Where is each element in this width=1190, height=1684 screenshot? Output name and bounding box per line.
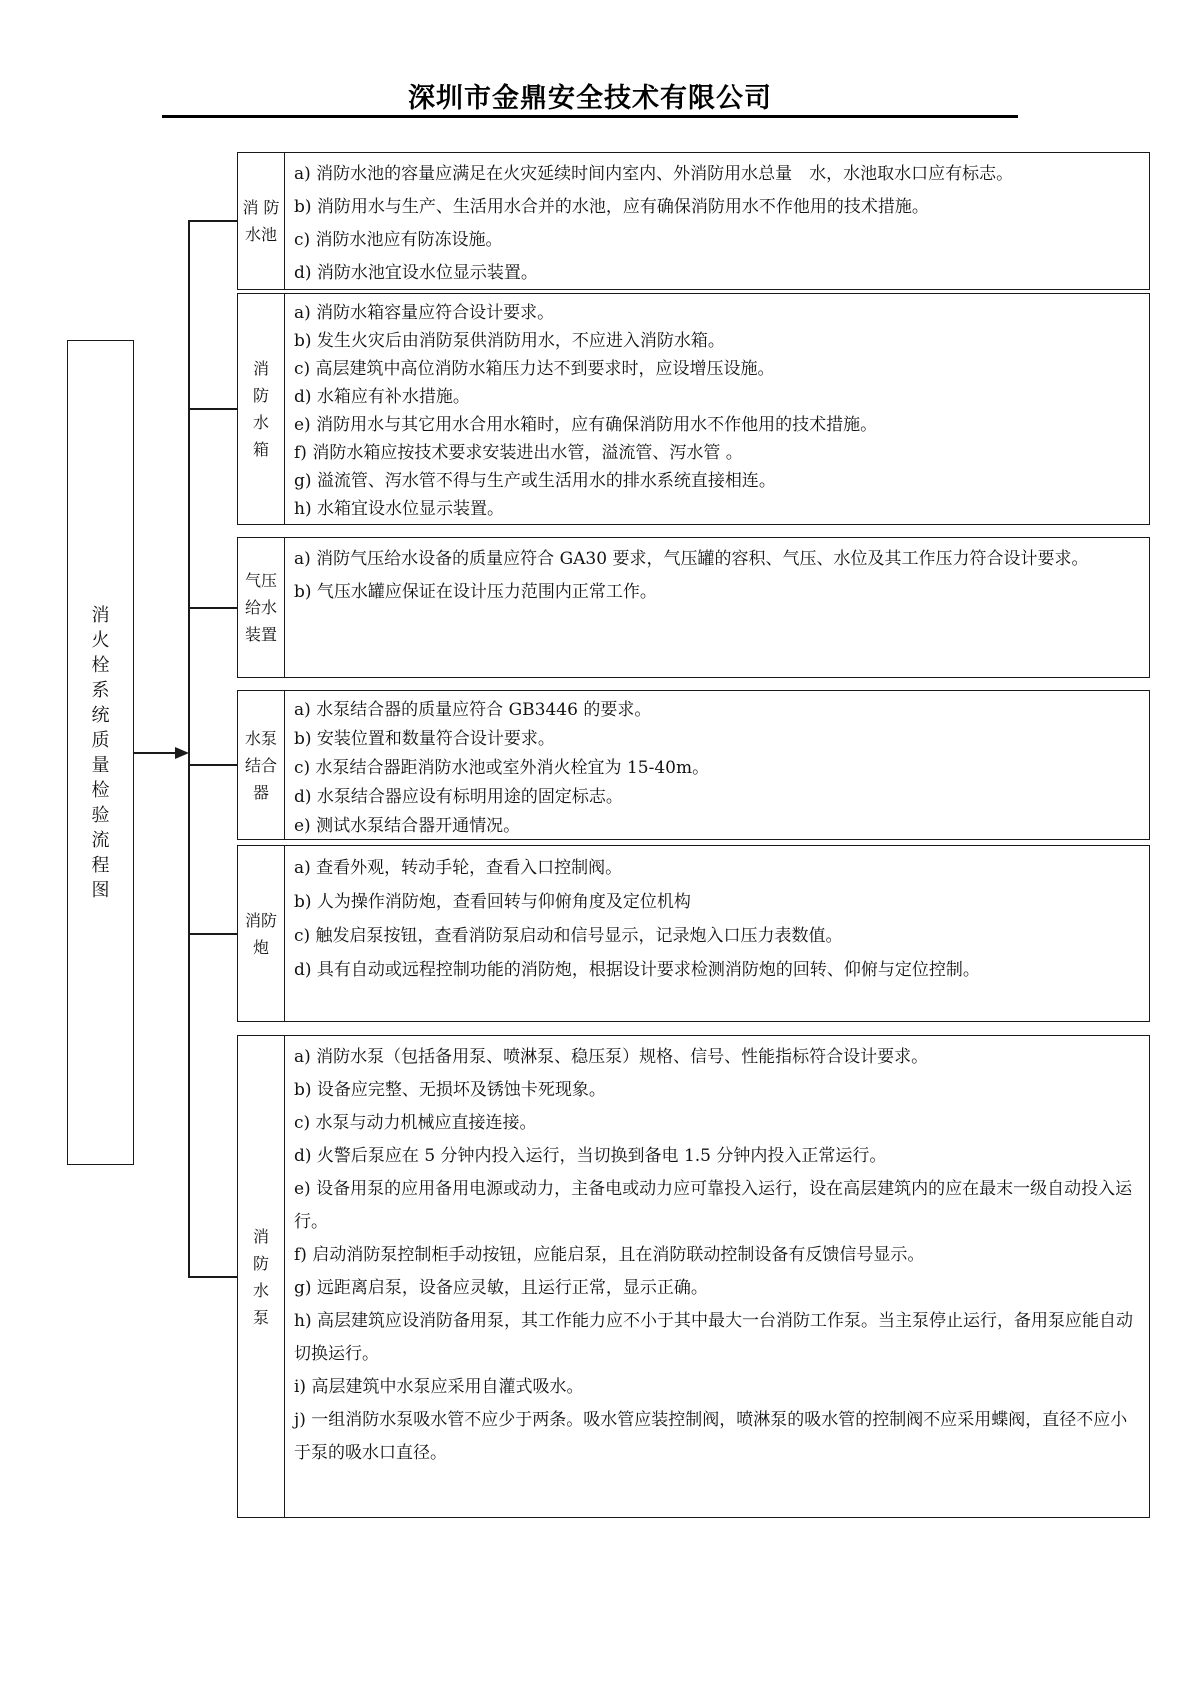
branch-line-fire-monitor: [188, 933, 237, 935]
box-label-line: 消防: [244, 910, 277, 930]
flow-root-box: [67, 340, 134, 1165]
root-label-char: 图: [91, 879, 110, 901]
checklist-item: a) 查看外观，转动手轮，查看入口控制阀。: [294, 858, 623, 878]
checklist-item: d) 具有自动或远程控制功能的消防炮，根据设计要求检测消防炮的回转、仰俯与定位控制。: [294, 960, 980, 980]
connector-trunk-line: [188, 220, 190, 1277]
checklist-item: h) 水箱宜设水位显示装置。: [294, 499, 504, 519]
box-content-fire-tank: [285, 294, 1149, 524]
checklist-item: d) 消防水池宜设水位显示装置。: [294, 263, 538, 283]
box-content-pump-coupler: [285, 691, 1149, 839]
checklist-item: f) 消防水箱应按技术要求安装进出水管，溢流管、泻水管 。: [294, 443, 743, 463]
box-label-line: 装置: [244, 625, 277, 644]
root-label-char: 火: [91, 629, 110, 651]
checklist-item: a) 水泵结合器的质量应符合 GB3446 的要求。: [294, 700, 652, 720]
checklist-item: d) 火警后泵应在 5 分钟内投入运行，当切换到备电 1.5 分钟内投入正常运行。: [294, 1146, 887, 1166]
checklist-item: b) 消防用水与生产、生活用水合并的水池，应有确保消防用水不作他用的技术措施。: [294, 197, 929, 217]
flow-box-fire-monitor: [237, 845, 1150, 1022]
checklist-item: b) 气压水罐应保证在设计压力范围内正常工作。: [294, 582, 657, 602]
box-label-line: 防: [252, 386, 269, 405]
box-label-fire-pump: [238, 1036, 285, 1517]
box-label-line: 炮: [252, 937, 269, 957]
box-label-line: 结合: [244, 755, 277, 775]
checklist-item: i) 高层建筑中水泵应采用自灌式吸水。: [294, 1377, 584, 1397]
root-label-char: 流: [91, 829, 110, 851]
root-label-char: 栓: [91, 654, 110, 676]
root-label-char: 质: [91, 729, 110, 751]
box-label-fire-tank: [238, 294, 285, 524]
company-title: 深圳市金鼎安全技术有限公司: [408, 83, 772, 114]
root-label-char: 统: [91, 704, 110, 726]
flow-box-pneumatic-water-supply: [237, 537, 1150, 678]
title-underline: [162, 115, 1018, 118]
checklist-item: b) 人为操作消防炮，查看回转与仰俯角度及定位机构: [294, 892, 691, 912]
checklist-item: e) 消防用水与其它用水合用水箱时，应有确保消防用水不作他用的技术措施。: [294, 415, 878, 435]
checklist-item: g) 溢流管、泻水管不得与生产或生活用水的排水系统直接相连。: [294, 471, 776, 491]
flow-box-fire-pump: [237, 1035, 1150, 1518]
box-label-line: 消: [252, 1226, 269, 1246]
box-content-fire-pool: [285, 153, 1149, 289]
checklist-item: a) 消防水泵（包括备用泵、喷淋泵、稳压泵）规格、信号、性能指标符合设计要求。: [294, 1047, 929, 1067]
flow-root-label: [92, 603, 110, 903]
root-label-char: 量: [91, 754, 110, 776]
box-label-pump-coupler: [238, 691, 285, 839]
root-arrow-shaft: [134, 752, 178, 754]
root-label-char: 程: [91, 854, 110, 876]
checklist-item: c) 触发启泵按钮，查看消防泵启动和信号显示，记录炮入口压力表数值。: [294, 926, 843, 946]
box-label-pneumatic-water-supply: [238, 538, 285, 677]
box-label-fire-monitor: [238, 846, 285, 1021]
checklist-item: a) 消防气压给水设备的质量应符合 GA30 要求，气压罐的容积、气压、水位及其工作压力符合设计要求。: [294, 549, 1089, 569]
checklist-item: b) 安装位置和数量符合设计要求。: [294, 729, 555, 749]
checklist-item: a) 消防水池的容量应满足在火灾延续时间内室内、外消防用水总量 水，水池取水口应有标志。: [294, 164, 1014, 184]
box-label-line: 水: [252, 1280, 269, 1300]
checklist-item: b) 发生火灾后由消防泵供消防用水，不应进入消防水箱。: [294, 331, 725, 351]
checklist-item: d) 水箱应有补水措施。: [294, 387, 470, 407]
box-label-fire-pool: [238, 153, 285, 289]
box-label-line: 气压: [244, 571, 277, 590]
checklist-item: f) 启动消防泵控制柜手动按钮，应能启泵，且在消防联动控制设备有反馈信号显示。: [294, 1245, 925, 1265]
box-label-line: 器: [252, 782, 269, 802]
checklist-item: g) 远距离启泵，设备应灵敏，且运行正常，显示正确。: [294, 1278, 708, 1298]
root-label-char: 消: [91, 604, 110, 626]
branch-line-pneumatic-water-supply: [188, 607, 237, 609]
branch-line-fire-pool: [188, 220, 237, 222]
box-label-line: 防: [252, 1253, 269, 1273]
box-content-fire-pump: [285, 1036, 1149, 1517]
box-label-line: 消 防: [242, 198, 280, 217]
box-label-line: 给水: [244, 598, 277, 617]
box-label-line: 水: [252, 413, 269, 432]
box-label-line: 水泵: [244, 728, 277, 748]
branch-line-fire-pump: [188, 1276, 237, 1278]
root-label-char: 检: [91, 779, 110, 801]
box-content-fire-monitor: [285, 846, 1149, 1021]
flow-box-pump-coupler: [237, 690, 1150, 840]
checklist-item: c) 水泵结合器距消防水池或室外消火栓宜为 15-40m。: [294, 758, 710, 778]
checklist-item: b) 设备应完整、无损坏及锈蚀卡死现象。: [294, 1080, 606, 1100]
checklist-item: c) 高层建筑中高位消防水箱压力达不到要求时，应设增压设施。: [294, 359, 775, 379]
box-label-line: 泵: [252, 1307, 269, 1327]
checklist-item: c) 水泵与动力机械应直接连接。: [294, 1113, 537, 1133]
branch-line-fire-tank: [188, 408, 237, 410]
box-content-pneumatic-water-supply: [285, 538, 1149, 677]
flow-box-fire-pool: [237, 152, 1150, 290]
checklist-item: j) 一组消防水泵吸水管不应少于两条。吸水管应装控制阀，喷淋泵的吸水管的控制阀不应采用蝶阀，直径不应小于泵的吸水口直径。: [294, 1410, 1128, 1463]
checklist-item: c) 消防水池应有防冻设施。: [294, 230, 503, 250]
checklist-item: e) 测试水泵结合器开通情况。: [294, 816, 521, 836]
root-arrow-head-icon: [175, 747, 189, 759]
root-label-char: 验: [91, 804, 110, 826]
checklist-item: d) 水泵结合器应设有标明用途的固定标志。: [294, 787, 623, 807]
checklist-item: h) 高层建筑应设消防备用泵，其工作能力应不小于其中最大一台消防工作泵。当主泵停止运行，备用泵应能自动切换运行。: [294, 1311, 1133, 1364]
checklist-item: a) 消防水箱容量应符合设计要求。: [294, 303, 555, 323]
box-label-line: 消: [252, 359, 269, 378]
branch-line-pump-coupler: [188, 764, 237, 766]
flow-box-fire-tank: [237, 293, 1150, 525]
box-label-line: 水池: [244, 225, 277, 244]
box-label-line: 箱: [252, 440, 269, 459]
root-label-char: 系: [91, 679, 110, 701]
checklist-item: e) 设备用泵的应用备用电源或动力，主备电或动力应可靠投入运行，设在高层建筑内的应在最末一级自动投入运行。: [294, 1179, 1133, 1232]
